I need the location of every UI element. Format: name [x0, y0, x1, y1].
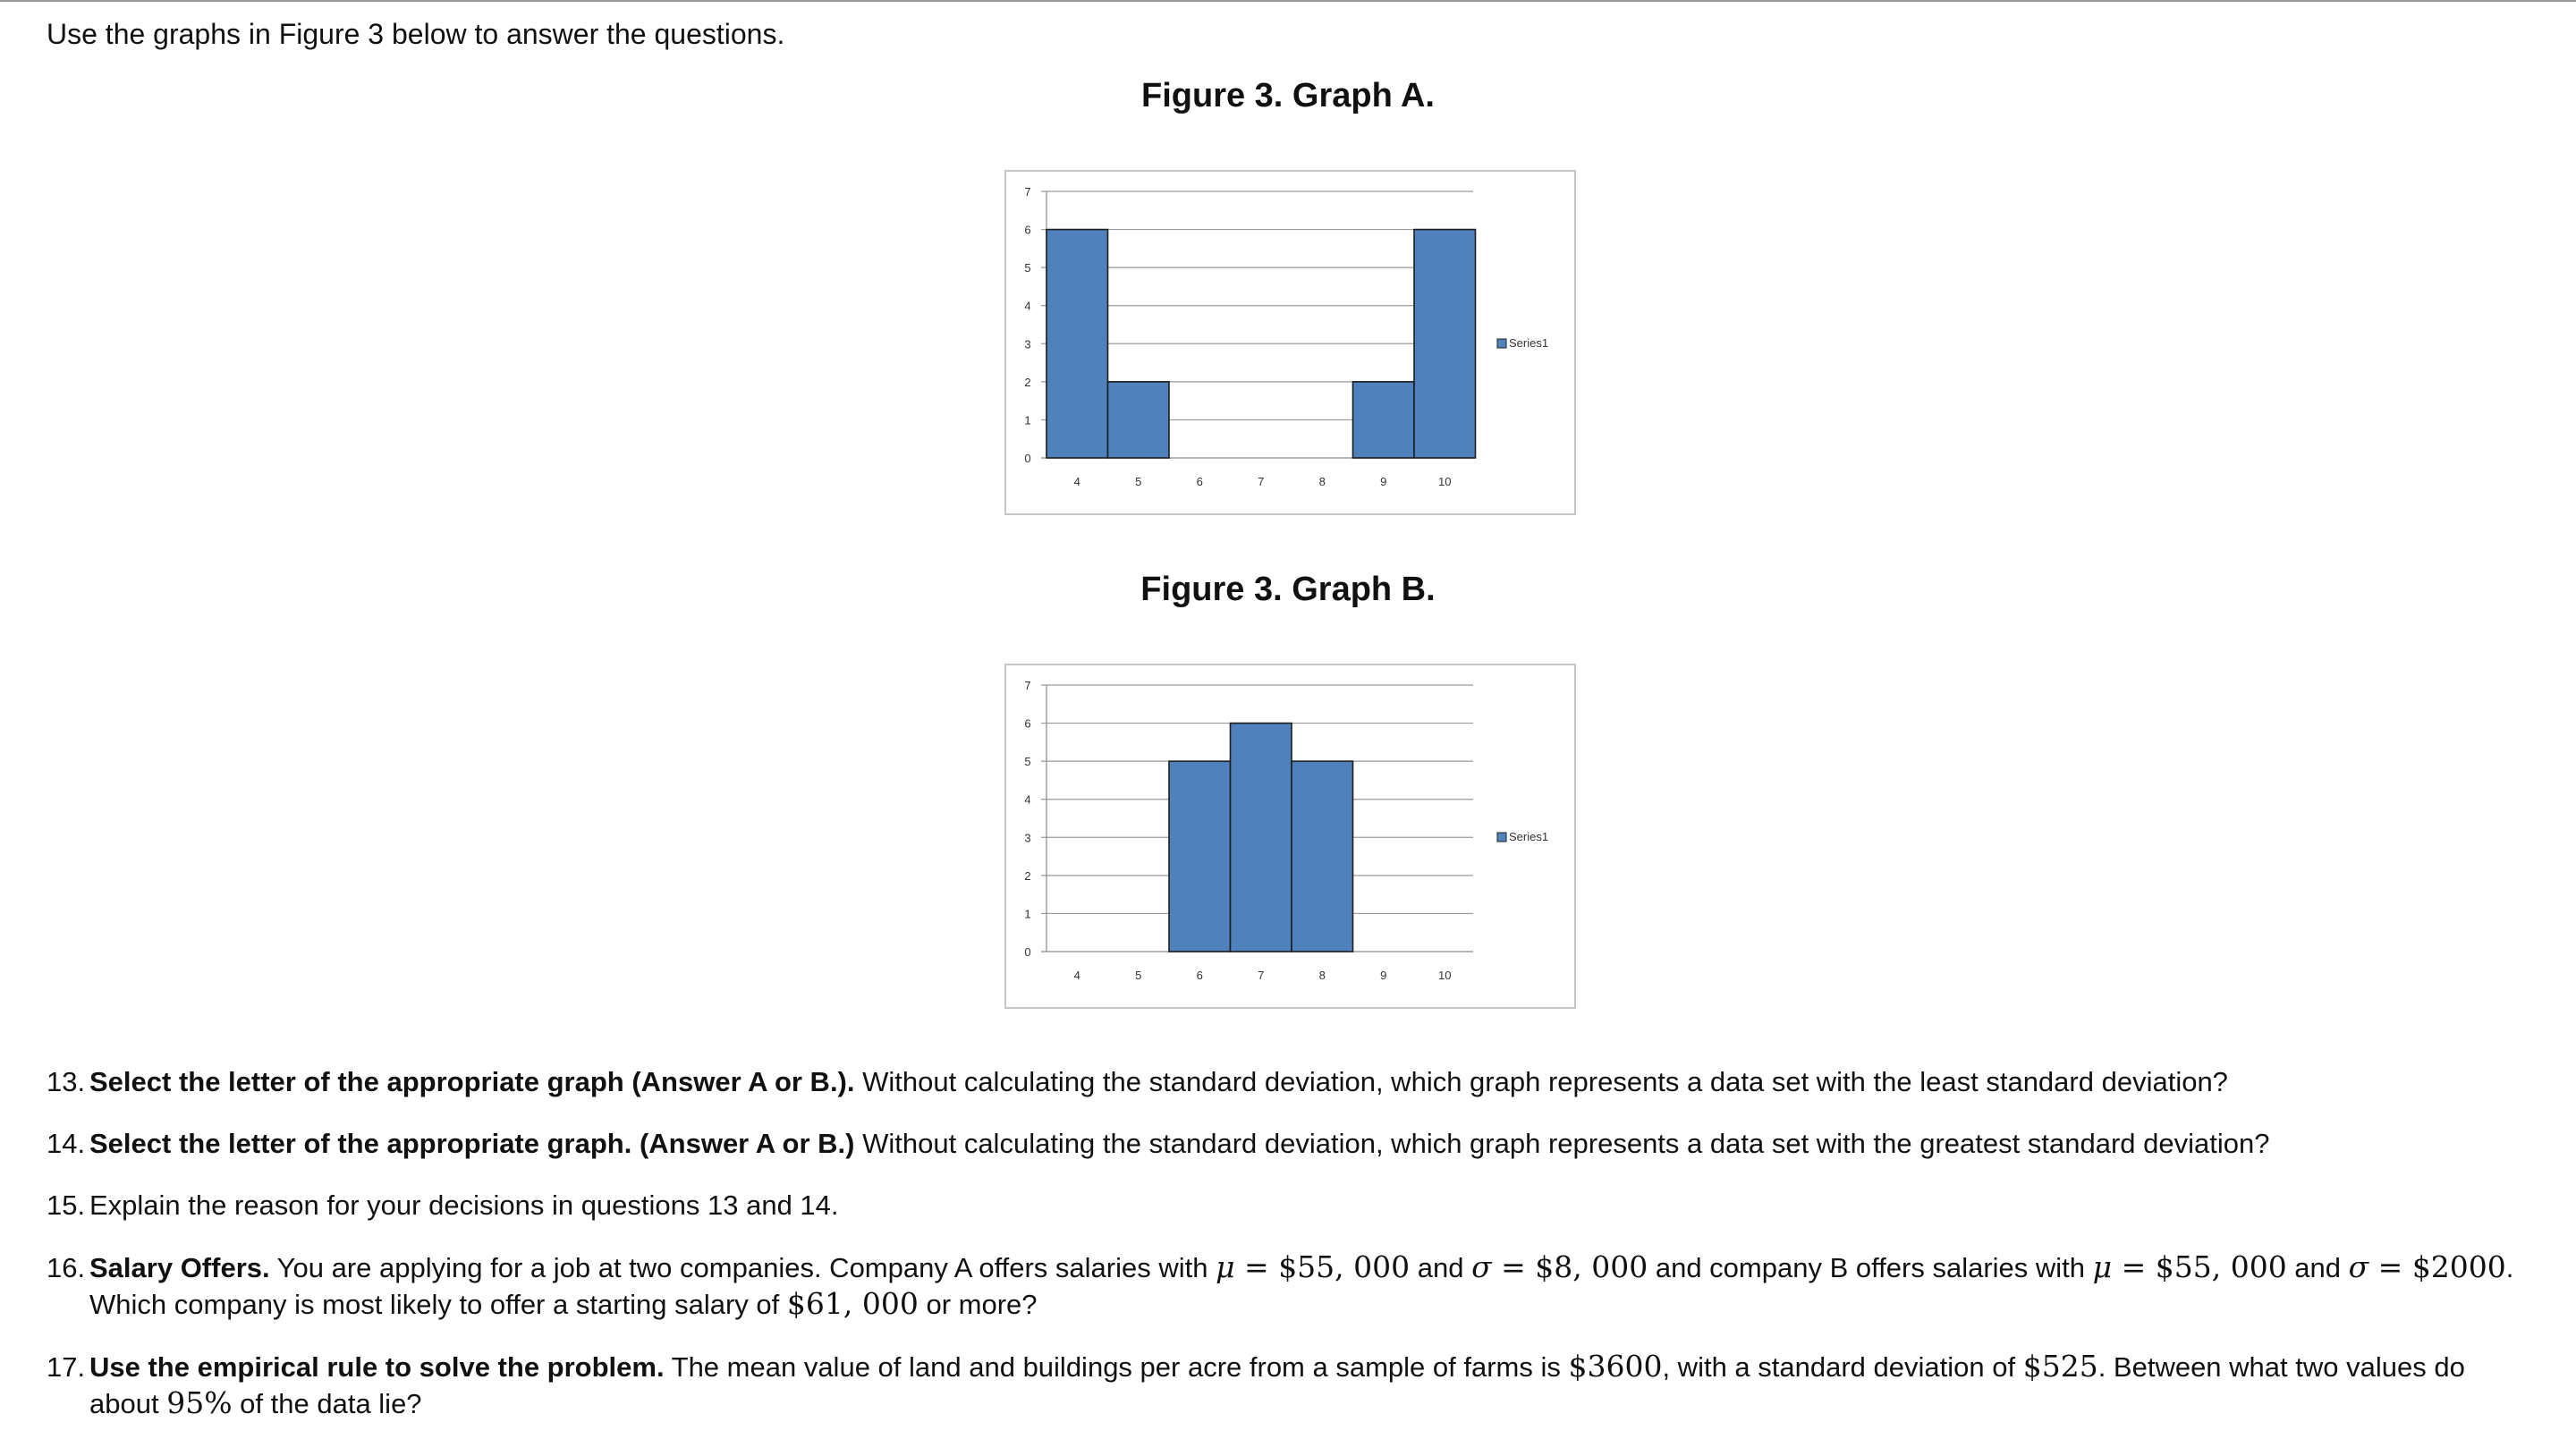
graph-b-title: Figure 3. Graph B.: [1140, 571, 1436, 608]
top-border: [0, 0, 2576, 2]
graph-b-bar-7: [1231, 724, 1292, 952]
graph-a-x-tick-label: 6: [1196, 475, 1203, 488]
graph-b-y-tick-label: 2: [1024, 868, 1031, 883]
graph-b-bar-6: [1169, 761, 1231, 952]
graph-a-y-tick-label: 7: [1024, 185, 1031, 199]
graph-b-y-tick-label: 1: [1024, 907, 1031, 921]
graph-a-y-tick-label: 6: [1024, 223, 1031, 237]
graph-b-y-tick-label: 6: [1024, 716, 1031, 731]
graph-a-legend-swatch: [1497, 339, 1506, 348]
graph-a-x-tick-label: 9: [1380, 475, 1387, 488]
graph-a-x-tick-label: 5: [1135, 475, 1142, 488]
question-17: 17. Use the empirical rule to solve the problem. The mean value of land and buildings per acre from a sample of farms is $3600, with a standard deviation of $525. Between what two values do about 95% of the data lie?: [47, 1349, 2465, 1420]
graph-b-x-tick-label: 7: [1258, 969, 1265, 982]
instructions-text: Use the graphs in Figure 3 below to answer the questions.: [47, 18, 785, 50]
question-13: 13. Select the letter of the appropriate graph (Answer A or B.). Without calculating the standard deviation, which graph represents a data set with the least standard deviation?: [47, 1066, 2228, 1097]
graph-b-svg: [1006, 665, 1574, 1007]
graph-b-x-tick-label: 4: [1073, 969, 1080, 982]
question-15: 15. Explain the reason for your decisions in questions 13 and 14.: [47, 1189, 839, 1221]
graph-a-legend-label: Series1: [1509, 336, 1549, 350]
graph-b-y-tick-label: 4: [1024, 792, 1031, 807]
graph-b-y-tick-label: 5: [1024, 755, 1031, 769]
graph-b-legend-label: Series1: [1509, 830, 1549, 843]
graph-a-y-tick-label: 1: [1024, 413, 1031, 427]
graph-a-bar-5: [1108, 382, 1170, 458]
graph-b-y-tick-label: 3: [1024, 831, 1031, 845]
graph-a-title: Figure 3. Graph A.: [1141, 77, 1435, 114]
questions-list: [47, 1064, 2533, 1448]
graph-a-x-tick-label: 4: [1073, 475, 1080, 488]
graph-b-y-tick-label: 0: [1024, 945, 1031, 959]
graph-a-bar-9: [1353, 382, 1415, 458]
graph-a-y-tick-label: 3: [1024, 337, 1031, 351]
graph-a-bar-10: [1414, 230, 1476, 458]
graph-a-x-tick-label: 7: [1258, 475, 1265, 488]
graph-a-bar-4: [1046, 230, 1108, 458]
graph-a-chart: [1004, 170, 1576, 515]
graph-a-y-tick-label: 5: [1024, 261, 1031, 275]
graph-a-x-tick-label: 8: [1318, 475, 1326, 488]
graph-a-y-tick-label: 0: [1024, 452, 1031, 465]
graph-b-bar-8: [1292, 761, 1353, 952]
graph-b-x-tick-label: 10: [1438, 969, 1452, 982]
question-14: 14. Select the letter of the appropriate graph. (Answer A or B.) Without calculating the standard deviation, which graph represents a data set with the greatest standard deviation?: [47, 1128, 2270, 1159]
graph-b-legend-swatch: [1497, 833, 1506, 842]
graph-b-x-tick-label: 9: [1380, 969, 1387, 982]
graph-b-chart: [1004, 664, 1576, 1009]
graph-a-y-tick-label: 4: [1024, 299, 1031, 313]
question-16: 16. Salary Offers. You are applying for a job at two companies. Company A offers salaries with μ = $55, 000 and σ = $8, 000 and company B offers salaries with μ = $55, 000 and σ = $2000. Which company is most likely to offer a starting salary of $61, 000 or more?: [47, 1249, 2514, 1321]
graph-a-svg: [1006, 172, 1574, 513]
graph-a-y-tick-label: 2: [1024, 375, 1031, 389]
graph-b-y-tick-label: 7: [1024, 679, 1031, 692]
graph-b-x-tick-label: 8: [1318, 969, 1326, 982]
graph-b-x-tick-label: 6: [1196, 969, 1203, 982]
graph-a-x-tick-label: 10: [1438, 475, 1452, 488]
graph-b-x-tick-label: 5: [1135, 969, 1142, 982]
